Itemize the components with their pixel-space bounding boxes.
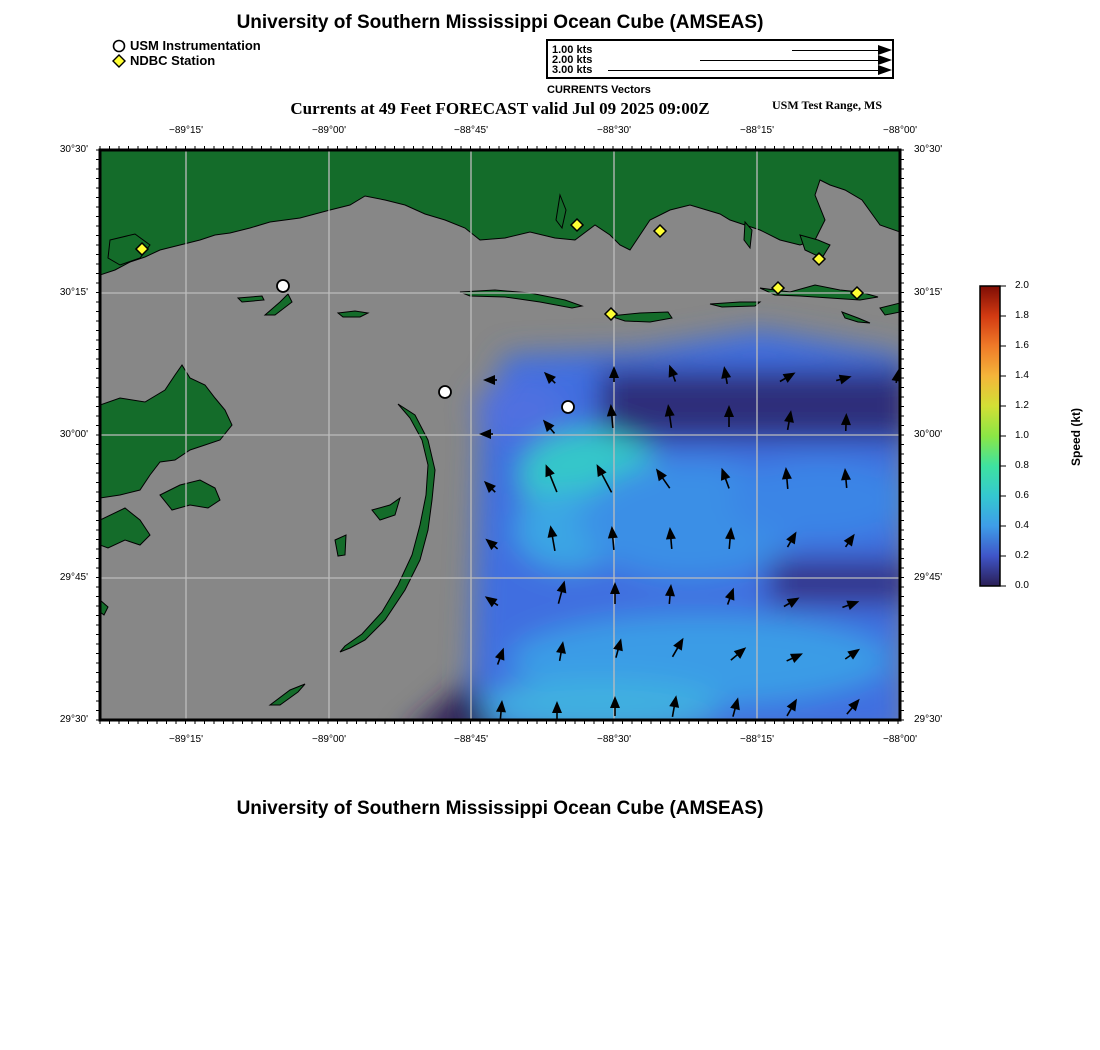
lat-tick-label-left: 29°45': [59, 572, 88, 583]
lon-tick-label-top: −88°45': [454, 125, 488, 136]
lon-tick-label-top: −88°00': [883, 125, 917, 136]
lat-tick-label-right: 30°15': [914, 287, 943, 298]
footer-title: University of Southern Mississippi Ocean Cube (AMSEAS): [236, 798, 764, 819]
colorbar-label: Speed (kt): [1069, 408, 1083, 467]
lat-tick-label-right: 29°45': [914, 572, 943, 583]
lon-tick-label-top: −88°30': [597, 125, 631, 136]
vector-scale-label-3: 3.00 kts: [552, 64, 593, 76]
lon-tick-label-bottom: −88°30': [597, 734, 631, 745]
colorbar-tick-label: 1.4: [1015, 370, 1029, 381]
lat-tick-label-right: 30°30': [914, 144, 943, 155]
map-subtitle: Currents at 49 Feet FORECAST valid Jul 09 2025 09:00Z: [290, 99, 710, 118]
range-label: USM Test Range, MS: [772, 98, 883, 112]
colorbar-tick-label: 0.6: [1015, 490, 1029, 501]
lat-tick-label-left: 30°00': [59, 429, 88, 440]
lat-tick-label-right: 29°30': [914, 714, 943, 725]
lon-tick-label-top: −89°15': [169, 125, 203, 136]
lon-tick-label-bottom: −88°15': [740, 734, 774, 745]
usm-station-marker: [277, 280, 289, 292]
colorbar-tick-label: 1.2: [1015, 400, 1029, 411]
usm-station-marker: [562, 401, 574, 413]
vector-scale-caption: CURRENTS Vectors: [547, 84, 651, 96]
lat-tick-label-left: 30°15': [59, 287, 88, 298]
colorbar-tick-label: 0.4: [1015, 520, 1029, 531]
colorbar-tick-label: 0.2: [1015, 550, 1029, 561]
colorbar-tick-label: 0.8: [1015, 460, 1029, 471]
lat-tick-label-right: 30°00': [914, 429, 943, 440]
colorbar-tick-label: 2.0: [1015, 280, 1029, 291]
lon-tick-label-top: −88°15': [740, 125, 774, 136]
colorbar-tick-label: 1.0: [1015, 430, 1029, 441]
vector-scale-label-1: 1.00 kts: [552, 44, 593, 56]
legend-usm-label: USM Instrumentation: [130, 38, 261, 53]
colorbar-tick-label: 1.8: [1015, 310, 1029, 321]
lat-tick-label-left: 29°30': [59, 714, 88, 725]
colorbar-tick-label: 0.0: [1015, 580, 1029, 591]
vector-scale-label-2: 2.00 kts: [552, 54, 593, 66]
lon-tick-label-bottom: −88°45': [454, 734, 488, 745]
colorbar-tick-label: 1.6: [1015, 340, 1029, 351]
lon-tick-label-bottom: −88°00': [883, 734, 917, 745]
lon-tick-label-bottom: −89°00': [312, 734, 346, 745]
lon-tick-label-top: −89°00': [312, 125, 346, 136]
usm-station-marker: [439, 386, 451, 398]
lat-tick-label-left: 30°30': [59, 144, 88, 155]
legend-ndbc-label: NDBC Station: [130, 53, 216, 68]
speed-colorbar: [970, 280, 1050, 600]
lon-tick-label-bottom: −89°15': [169, 734, 203, 745]
map-title: University of Southern Mississippi Ocean Cube (AMSEAS): [236, 12, 764, 33]
